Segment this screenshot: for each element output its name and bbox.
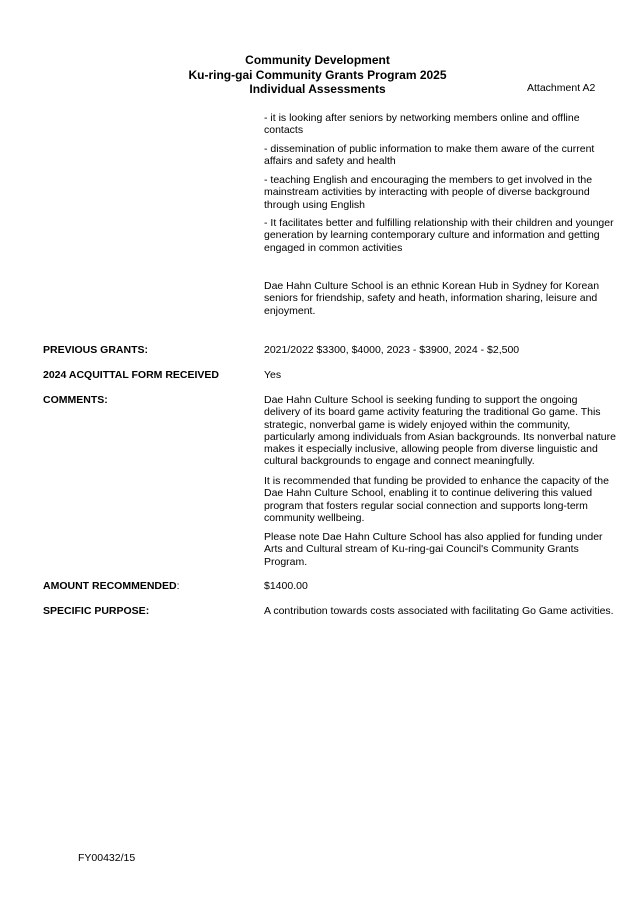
- bullet-paragraph: - it is looking after seniors by networking members online and offline contacts: [264, 112, 580, 137]
- acquittal-value: Yes: [264, 369, 282, 381]
- comment-paragraph: Please note Dae Hahn Culture School has also applied for funding under Arts and Cultural stream of Ku-ring-gai Council's Community Grants Program.: [264, 531, 603, 568]
- amount-label-colon: :: [176, 580, 180, 592]
- amount-label-text: AMOUNT RECOMMENDED: [43, 580, 177, 592]
- acquittal-label: 2024 ACQUITTAL FORM RECEIVED: [43, 369, 219, 381]
- specific-purpose-value: A contribution towards costs associated with facilitating Go Game activities.: [264, 605, 614, 617]
- previous-grants-value: 2021/2022 $3300, $4000, 2023 - $3900, 2024 - $2,500: [264, 344, 520, 356]
- amount-recommended-label: [43, 580, 180, 592]
- header-section-title: Individual Assessments: [249, 82, 386, 96]
- intro-paragraph: Dae Hahn Culture School is an ethnic Korean Hub in Sydney for Korean seniors for friendship, safety and heath, information sharing, leisure and enjoyment.: [264, 280, 600, 317]
- header-program-title: Ku-ring-gai Community Grants Program 2025: [188, 67, 447, 82]
- footer-reference: FY00432/15: [78, 852, 136, 864]
- previous-grants-label: PREVIOUS GRANTS:: [43, 344, 149, 356]
- specific-purpose-label: SPECIFIC PURPOSE:: [43, 605, 150, 617]
- comments-label: COMMENTS:: [43, 394, 108, 406]
- attachment-label: Attachment A2: [527, 82, 596, 94]
- bullet-paragraph: - It facilitates better and fulfilling relationship with their children and younger generation by learning contemporary culture and information and getting engaged in common activities: [264, 217, 614, 254]
- bullet-paragraph: - teaching English and encouraging the members to get involved in the mainstream activities by interacting with people of diverse background through using English: [264, 174, 593, 211]
- comment-paragraph: Dae Hahn Culture School is seeking funding to support the ongoing delivery of its board game activity featuring the traditional Go game. This strategic, nonverbal game is widely enjoyed within the community, particularly among individuals from Asian backgrounds. Its nonverbal nature makes it especially inclusive, allowing people from diverse linguistic and cultural backgrounds to engage and connect meaningfully.: [264, 394, 616, 468]
- amount-recommended-value: $1400.00: [264, 580, 308, 592]
- bullet-paragraph: - dissemination of public information to make them aware of the current affairs and safety and health: [264, 143, 595, 168]
- comment-paragraph: It is recommended that funding be provided to enhance the capacity of the Dae Hahn Culture School, enabling it to continue delivering this valued program that fosters regular social connection and supports long-term community wellbeing.: [264, 475, 609, 524]
- header-department: Community Development: [245, 53, 390, 67]
